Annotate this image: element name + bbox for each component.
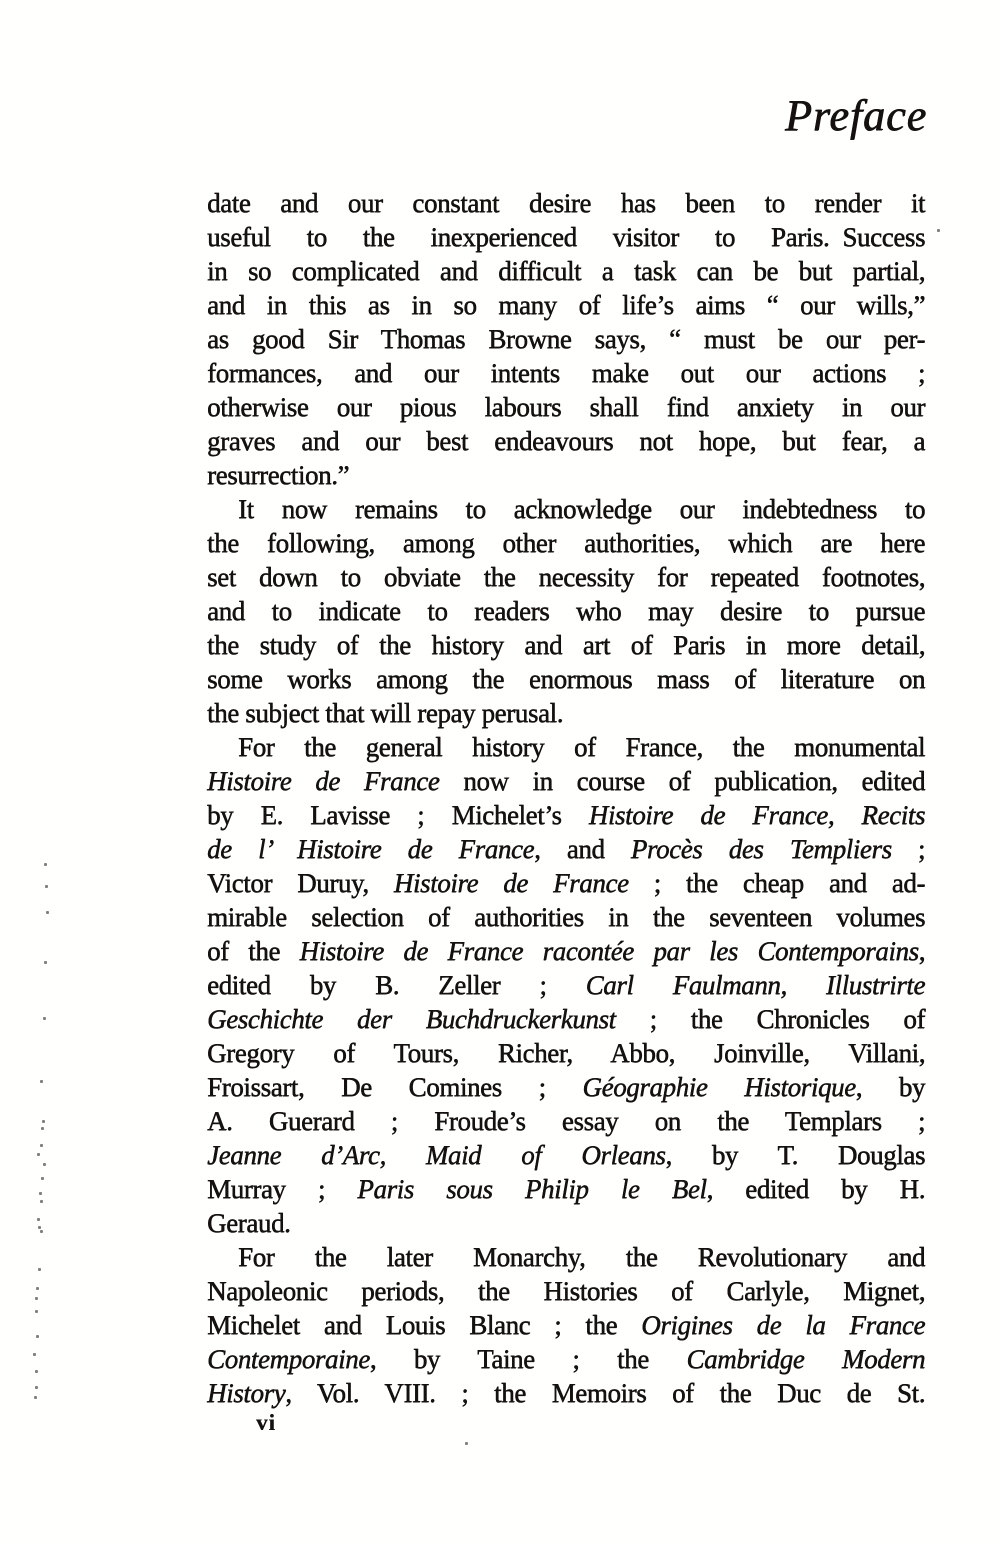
text-segment: Geraud. <box>207 1208 291 1238</box>
text-segment: Gregory of Tours, Richer, Abbo, Joinville, Villani, <box>207 1038 925 1068</box>
scan-speck <box>465 1442 468 1445</box>
italic-title-text: History <box>207 1378 286 1408</box>
text-line <box>207 560 925 594</box>
scan-speck <box>36 1287 39 1290</box>
text-segment: now in course of publication, edited <box>439 766 925 796</box>
text-segment: formances, and our intents make out our actions ; <box>207 358 925 388</box>
text-segment: and in this as in so many of life’s aims “ our wills,” <box>207 290 925 320</box>
text-line <box>207 1070 925 1104</box>
scan-speck <box>937 229 940 232</box>
text-segment: , by <box>855 1072 925 1102</box>
text-segment: otherwise our pious labours shall find anxiety in our <box>207 392 925 422</box>
text-segment: , by T. Douglas <box>665 1140 925 1170</box>
page-number: vi <box>256 1410 276 1435</box>
text-line <box>207 1240 925 1274</box>
text-block <box>207 186 925 1410</box>
scan-speck <box>40 1230 43 1233</box>
italic-title-text: Procès des Templiers <box>630 834 892 864</box>
scan-speck <box>45 885 48 888</box>
text-segment: date and our constant desire has been to render it <box>207 188 925 218</box>
text-segment: some works among the enormous mass of literature on <box>207 664 925 694</box>
text-line <box>207 186 925 220</box>
text-segment: ; the cheap and ad- <box>628 868 925 898</box>
text-line <box>207 424 925 458</box>
text-line <box>207 866 925 900</box>
text-line <box>207 1342 925 1376</box>
scan-speck <box>41 1127 44 1130</box>
italic-title-text: Géographie Historique <box>582 1072 856 1102</box>
text-segment: It now remains to acknowledge our indebtedness to <box>238 494 925 524</box>
text-segment: the subject that will repay perusal. <box>207 698 563 728</box>
text-segment: useful to the inexperienced visitor to Paris. Success <box>207 222 925 252</box>
italic-title-text: Histoire de France, Recits <box>588 800 925 830</box>
scan-speck <box>46 911 49 914</box>
italic-title-text: Carl Faulmann, Illustrirte <box>585 970 925 1000</box>
italic-title-text: Histoire de France racontée par les Contemporains <box>299 936 919 966</box>
text-line <box>207 492 925 526</box>
scan-speck <box>40 1200 43 1203</box>
italic-title-text: Origines de la France <box>641 1310 926 1340</box>
text-segment: by E. Lavisse ; Michelet’s <box>207 800 589 830</box>
text-segment: set down to obviate the necessity for repeated footnotes, <box>207 562 925 592</box>
text-line <box>207 628 925 662</box>
text-line <box>207 662 925 696</box>
text-segment: ; the Chronicles of <box>615 1004 925 1034</box>
text-line <box>207 1104 925 1138</box>
text-line <box>207 764 925 798</box>
text-segment: For the later Monarchy, the Revolutionary and <box>238 1242 925 1272</box>
text-line <box>207 968 925 1002</box>
text-line <box>207 798 925 832</box>
text-line <box>207 1274 925 1308</box>
scan-speck <box>35 1297 38 1300</box>
text-line <box>207 288 925 322</box>
text-line <box>207 1376 925 1410</box>
scan-speck <box>38 1268 41 1271</box>
text-segment: Napoleonic periods, the Histories of Carlyle, Mignet, <box>207 1276 925 1306</box>
text-line <box>207 934 925 968</box>
scan-speck <box>36 1335 39 1338</box>
scan-speck <box>42 1120 45 1123</box>
text-segment: resurrection.” <box>207 460 350 490</box>
text-line <box>207 1138 925 1172</box>
italic-title-text: Geschichte der Buchdruckerkunst <box>207 1004 616 1034</box>
text-line <box>207 526 925 560</box>
scan-speck <box>40 1144 43 1147</box>
text-segment: , Vol. VIII. ; the Memoirs of the Duc de St. <box>285 1378 925 1408</box>
italic-title-text: Histoire de France <box>207 766 440 796</box>
text-segment: graves and our best endeavours not hope, but fear, a <box>207 426 925 456</box>
scan-speck <box>43 1017 46 1020</box>
text-segment: Victor Duruy, <box>207 868 394 898</box>
text-line <box>207 1002 925 1036</box>
text-line <box>207 254 925 288</box>
scan-speck <box>44 863 47 866</box>
page-heading: Preface <box>784 91 927 140</box>
text-segment: ; <box>891 834 925 864</box>
text-segment: For the general history of France, the monumental <box>238 732 925 762</box>
text-segment: in so complicated and difficult a task can be but partial, <box>207 256 925 286</box>
text-segment: Froissart, De Comines ; <box>207 1072 583 1102</box>
italic-title-text: Jeanne d’Arc, Maid of Orleans <box>207 1140 666 1170</box>
text-line <box>207 1308 925 1342</box>
scan-speck <box>41 1177 44 1180</box>
text-segment: as good Sir Thomas Browne says, “ must be our per- <box>207 324 925 354</box>
scan-speck <box>40 1080 43 1083</box>
text-line <box>207 390 925 424</box>
text-segment: , edited by H. <box>706 1174 925 1204</box>
italic-title-text: Contemporaine <box>207 1344 370 1374</box>
italic-title-text: Histoire de France <box>393 868 629 898</box>
scan-speck <box>33 1353 36 1356</box>
text-line <box>207 730 925 764</box>
scan-speck <box>34 1396 37 1399</box>
text-line <box>207 900 925 934</box>
text-segment: Murray ; <box>207 1174 358 1204</box>
text-segment: the study of the history and art of Paris in more detail, <box>207 630 925 660</box>
italic-title-text: Paris sous Philip le Bel <box>357 1174 707 1204</box>
scan-speck <box>43 1163 46 1166</box>
text-line <box>207 696 925 730</box>
text-segment: Michelet and Louis Blanc ; the <box>207 1310 642 1340</box>
text-segment: the following, among other authorities, which are here <box>207 528 925 558</box>
text-segment: , by Taine ; the <box>369 1344 687 1374</box>
text-segment: mirable selection of authorities in the seventeen volumes <box>207 902 925 932</box>
text-line <box>207 1172 925 1206</box>
scan-speck <box>37 1218 40 1221</box>
text-segment: and to indicate to readers who may desire to pursue <box>207 596 925 626</box>
text-line <box>207 356 925 390</box>
scan-speck <box>38 1226 41 1229</box>
scan-speck <box>39 1192 42 1195</box>
text-segment: , and <box>534 834 631 864</box>
text-line <box>207 322 925 356</box>
text-line <box>207 1036 925 1070</box>
italic-title-text: Cambridge Modern <box>686 1344 925 1374</box>
text-line <box>207 594 925 628</box>
italic-title-text: de l’ Histoire de France <box>207 834 535 864</box>
scan-speck <box>35 1310 38 1313</box>
text-segment: of the <box>207 936 300 966</box>
text-line <box>207 1206 925 1240</box>
scan-speck <box>35 1370 38 1373</box>
text-segment: A. Guerard ; Froude’s essay on the Templars ; <box>207 1106 925 1136</box>
text-segment: edited by B. Zeller ; <box>207 970 586 1000</box>
scan-speck <box>35 1386 38 1389</box>
text-segment: , <box>918 936 925 966</box>
scan-speck <box>44 961 47 964</box>
text-line <box>207 832 925 866</box>
text-line <box>207 220 925 254</box>
text-line <box>207 458 925 492</box>
scan-speck <box>37 1153 40 1156</box>
